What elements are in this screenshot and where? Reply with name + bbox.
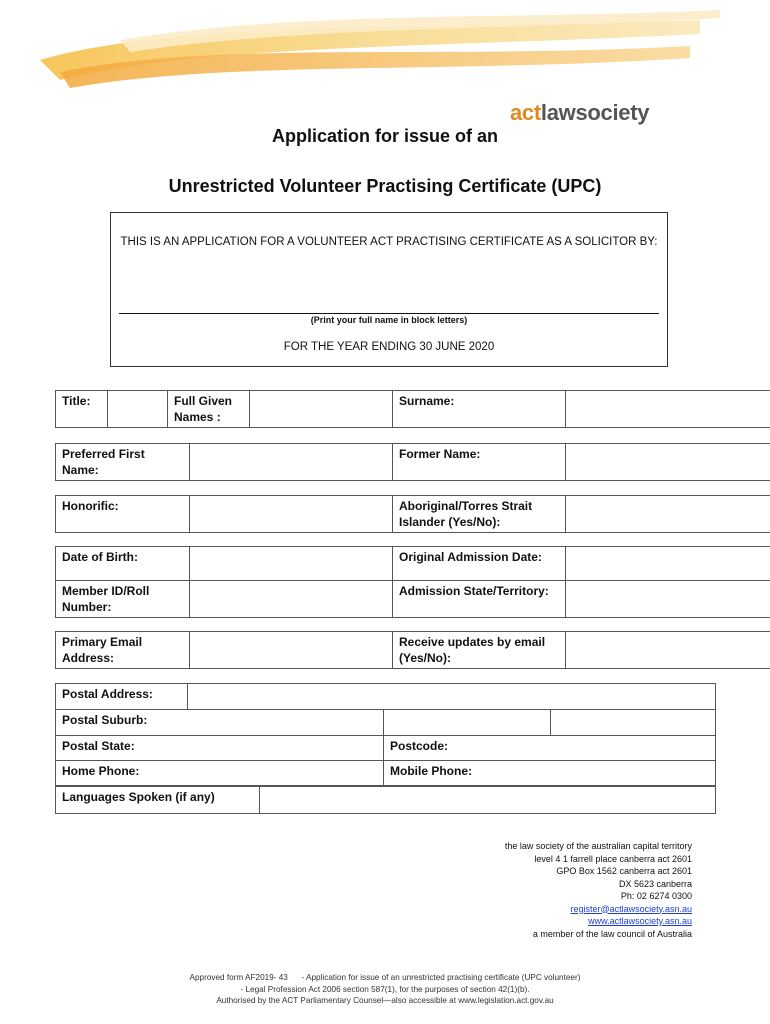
- member-id-field[interactable]: [190, 581, 393, 618]
- document-title-line2: Unrestricted Volunteer Practising Certificate (UPC): [168, 176, 602, 196]
- honorific-label: Honorific:: [56, 496, 190, 533]
- contact-address: level 4 1 farrell place canberra act 2601: [534, 853, 692, 864]
- original-admission-date-field[interactable]: [566, 547, 770, 581]
- contact-phone: Ph: 02 6274 0300: [620, 891, 692, 901]
- preferred-name-table: [55, 443, 770, 481]
- contact-website-link[interactable]: www.actlawsociety.asn.au: [588, 916, 692, 926]
- preferred-first-name-field[interactable]: [190, 444, 393, 481]
- languages-label: Languages Spoken (if any): [56, 787, 260, 814]
- honorific-field[interactable]: [190, 496, 393, 533]
- footer-line3: Authorised by the ACT Parliamentary Counsel—also accessible at www.legislation.act.gov.au: [216, 996, 554, 1005]
- contact-org: the law society of the australian capital territory: [504, 841, 692, 851]
- actlawsociety-logo: [510, 100, 649, 126]
- application-intro-text: THIS IS AN APPLICATION FOR A VOLUNTEER ACT PRACTISING CERTIFICATE AS A SOLICITOR BY:: [120, 236, 658, 248]
- receive-updates-label: Receive updates by email (Yes/No):: [393, 632, 566, 669]
- postal-state-label: Postal State:: [56, 736, 384, 761]
- header-swoosh-banner: [0, 0, 770, 100]
- primary-email-label: Primary Email Address:: [56, 632, 190, 669]
- languages-table: [55, 786, 716, 814]
- title-label: Title:: [56, 391, 108, 428]
- postal-suburb-extra-field[interactable]: [551, 710, 716, 736]
- receive-updates-field[interactable]: [566, 632, 770, 669]
- primary-email-field[interactable]: [190, 632, 393, 669]
- surname-label: Surname:: [393, 391, 566, 428]
- admission-table: [55, 546, 770, 618]
- contact-email-link[interactable]: register@actlawsociety.asn.au: [570, 903, 692, 914]
- title-field[interactable]: [108, 391, 168, 428]
- document-title-line1: Application for issue of an: [271, 126, 499, 146]
- footer-line2: - Legal Profession Act 2006 section 587(1), for the purposes of section 42(1)(b).: [240, 984, 530, 994]
- former-name-label: Former Name:: [393, 444, 566, 481]
- full-given-names-label: Full Given Names :: [168, 391, 250, 428]
- postal-suburb-field[interactable]: [384, 710, 551, 736]
- full-given-names-field[interactable]: [250, 391, 393, 428]
- date-of-birth-label: Date of Birth:: [56, 547, 190, 581]
- mobile-phone-label: Mobile Phone:: [384, 761, 716, 786]
- honorific-table: [55, 495, 770, 533]
- aboriginal-label: Aboriginal/Torres Strait Islander (Yes/No):: [393, 496, 566, 533]
- footer-line1: Approved form AF2019- 43 - Application for issue of an unrestricted practising certificate (UPC volunteer): [189, 973, 581, 982]
- contact-block: [505, 840, 692, 940]
- postal-table: [55, 683, 716, 786]
- full-name-input-line[interactable]: [119, 313, 659, 314]
- date-of-birth-field[interactable]: [190, 547, 393, 581]
- logo-text-act: act: [510, 100, 541, 125]
- postal-address-label: Postal Address:: [56, 684, 188, 710]
- applicant-name-box: [110, 212, 668, 367]
- aboriginal-field[interactable]: [566, 496, 770, 533]
- full-name-hint: (Print your full name in block letters): [310, 315, 468, 325]
- member-id-label: Member ID/Roll Number:: [56, 581, 190, 618]
- contact-membership: a member of the law council of Australia: [532, 928, 692, 939]
- email-table: [55, 631, 770, 669]
- preferred-first-name-label: Preferred First Name:: [56, 444, 190, 481]
- postal-suburb-label: Postal Suburb:: [56, 710, 384, 736]
- name-table: [55, 390, 770, 428]
- postcode-label: Postcode:: [384, 736, 716, 761]
- postal-address-field[interactable]: [188, 684, 716, 710]
- admission-state-field[interactable]: [566, 581, 770, 618]
- logo-text-lawsociety: lawsociety: [540, 100, 650, 125]
- admission-state-label: Admission State/Territory:: [393, 581, 566, 618]
- year-ending-text: FOR THE YEAR ENDING 30 JUNE 2020: [283, 341, 495, 353]
- contact-dx: DX 5623 canberra: [618, 878, 692, 889]
- home-phone-label: Home Phone:: [56, 761, 384, 786]
- former-name-field[interactable]: [566, 444, 770, 481]
- contact-po-box: GPO Box 1562 canberra act 2601: [556, 866, 692, 876]
- surname-field[interactable]: [566, 391, 770, 428]
- original-admission-date-label: Original Admission Date:: [393, 547, 566, 581]
- document-footer: [0, 972, 770, 1007]
- languages-field[interactable]: [260, 787, 716, 814]
